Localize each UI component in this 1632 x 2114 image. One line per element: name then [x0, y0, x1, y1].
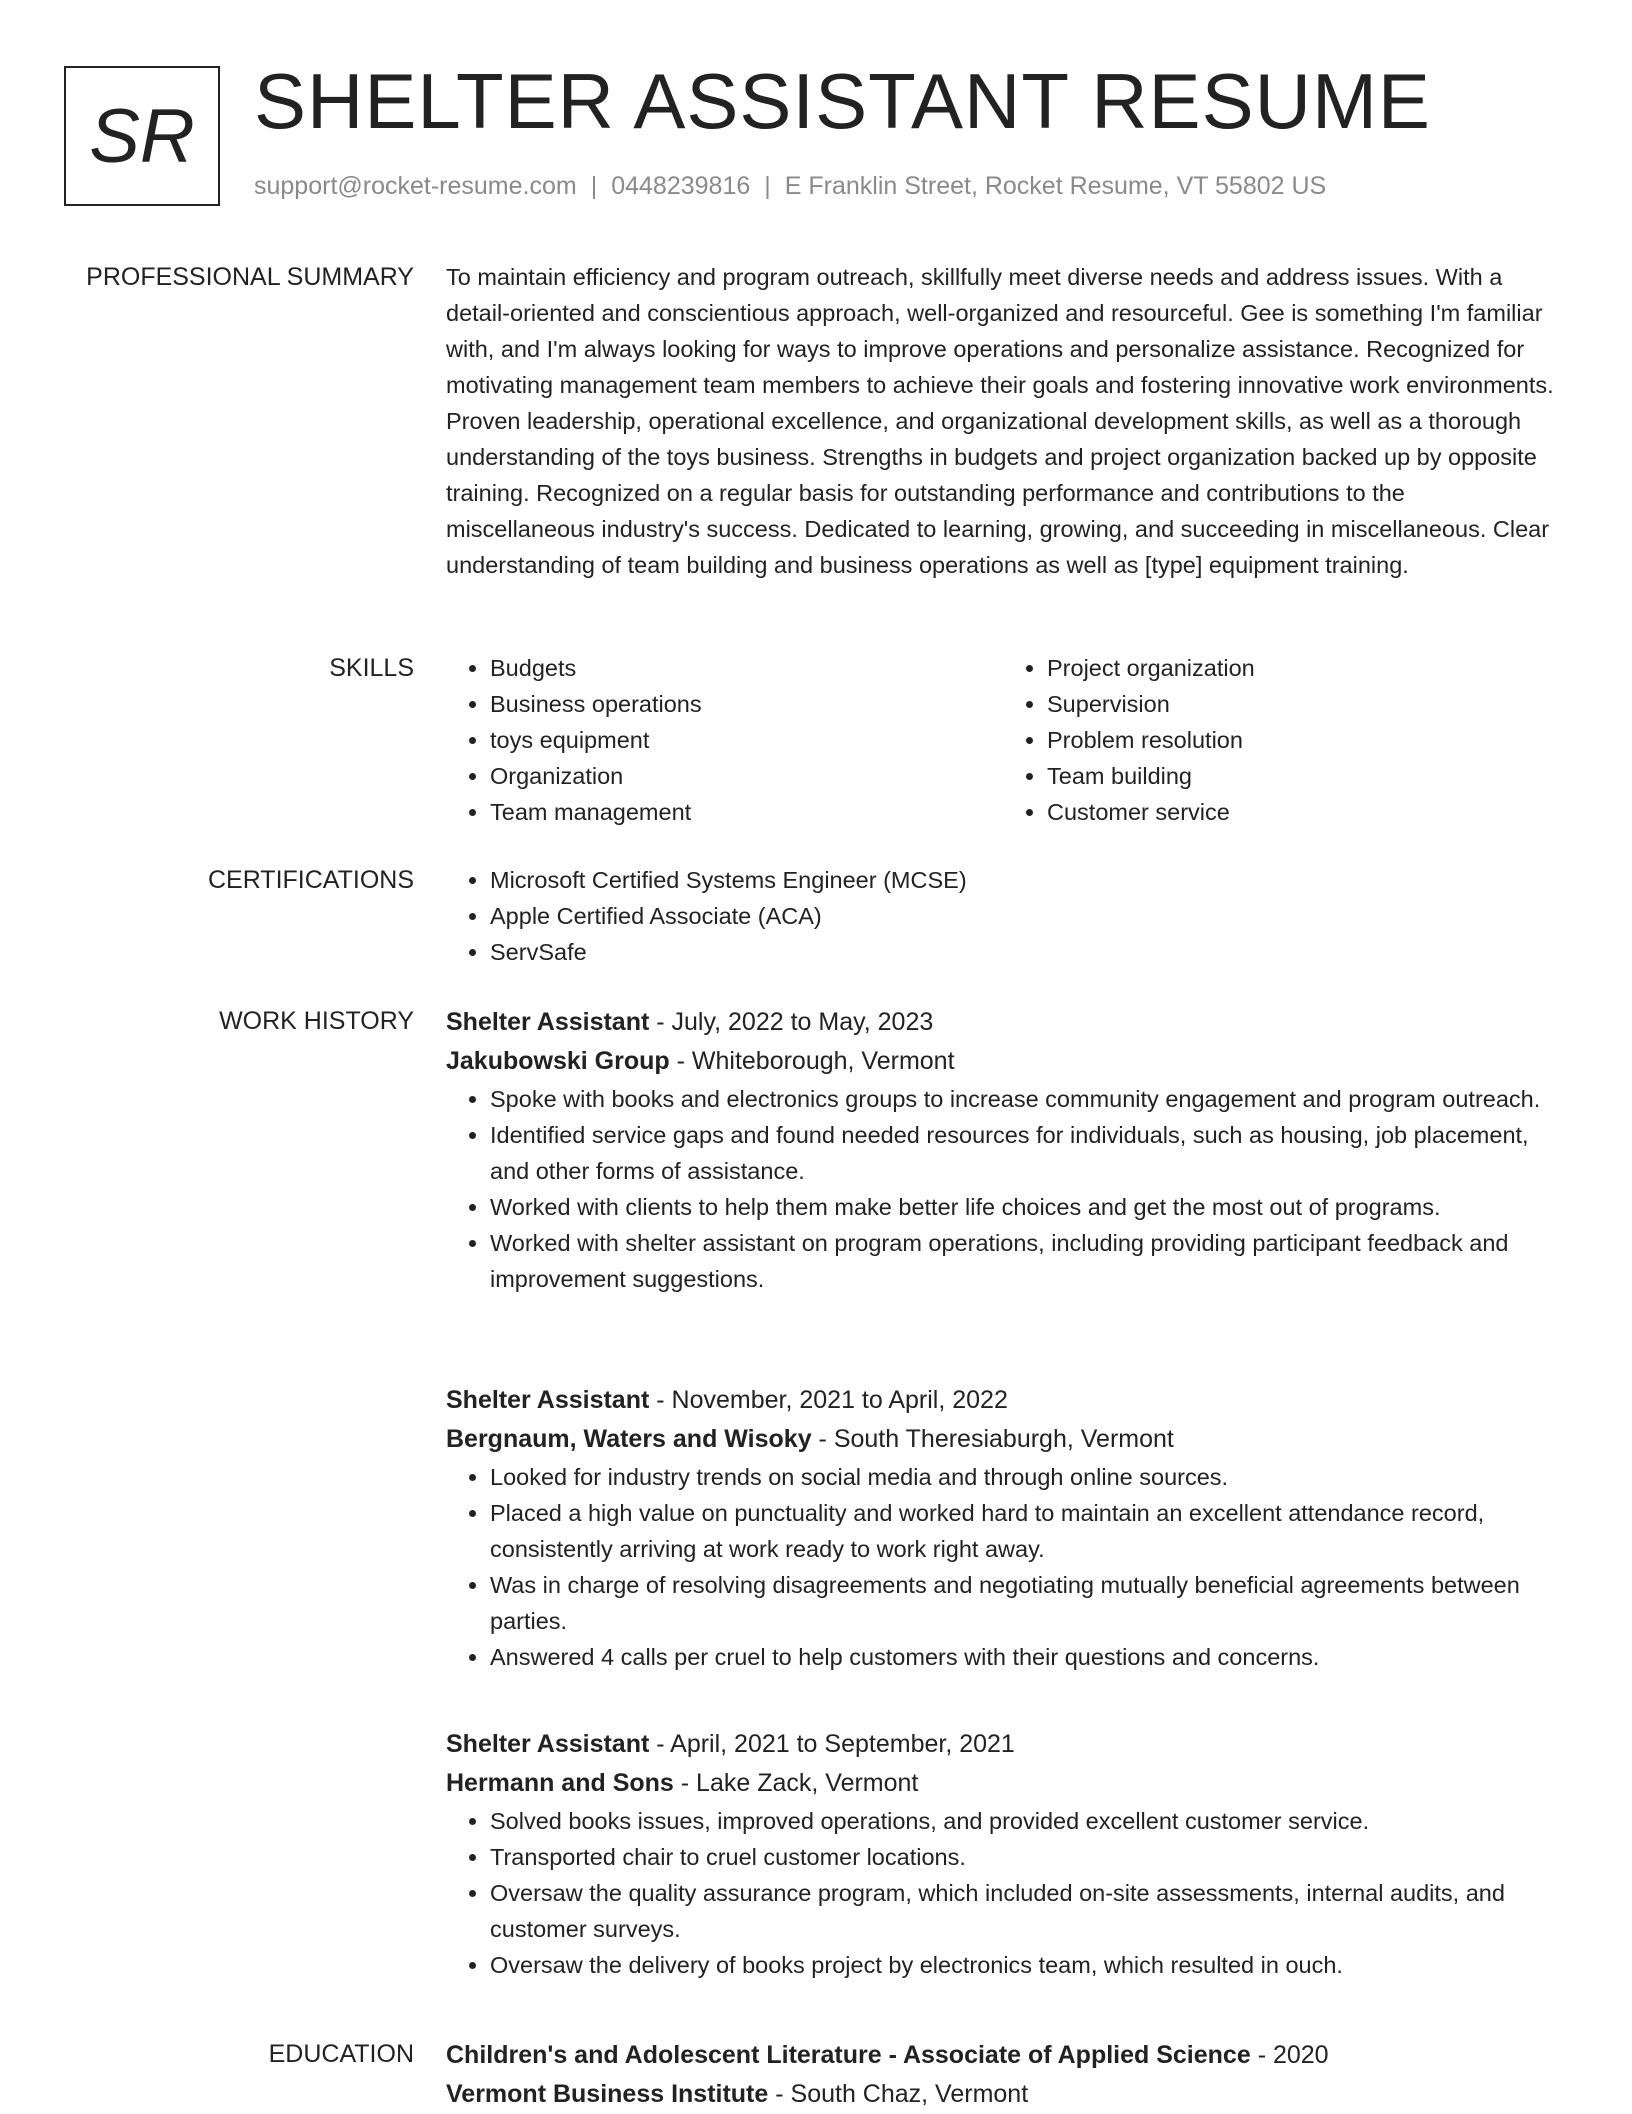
- job-entry: [446, 1003, 1560, 1297]
- list-item: • toys equipment: [490, 722, 1003, 758]
- contact-address: E Franklin Street, Rocket Resume, VT 55802 US: [784, 172, 1327, 200]
- job-title-line: [446, 1003, 1560, 1042]
- list-item: • Team management: [490, 794, 1003, 830]
- degree-line: [446, 2036, 1560, 2075]
- skills-grid: [446, 650, 1560, 830]
- job-title: Shelter Assistant: [446, 1386, 650, 1414]
- list-item: • Organization: [490, 758, 1003, 794]
- list-item: • Project organization: [1047, 650, 1560, 686]
- job-location: - Whiteborough, Vermont: [669, 1047, 955, 1075]
- list-item: • Transported chair to cruel customer locations.: [490, 1839, 1560, 1875]
- certifications-body: [446, 862, 1560, 970]
- education-entry: [446, 2036, 1560, 2114]
- list-item: • Spoke with books and electronics groups to increase community engagement and program outreach.: [490, 1081, 1560, 1117]
- job-location: - Lake Zack, Vermont: [673, 1769, 919, 1797]
- education-heading: EDUCATION: [268, 2040, 414, 2068]
- work-history-heading: WORK HISTORY: [219, 1007, 414, 1035]
- skills-list-right: [1003, 650, 1560, 830]
- job-location: - South Theresiaburgh, Vermont: [811, 1425, 1174, 1453]
- list-item: • Looked for industry trends on social media and through online sources.: [490, 1459, 1560, 1495]
- contact-separator: |: [764, 172, 771, 200]
- school-location: - South Chaz, Vermont: [768, 2080, 1029, 2108]
- list-item: • Team building: [1047, 758, 1560, 794]
- list-item: • Problem resolution: [1047, 722, 1560, 758]
- summary-heading: PROFESSIONAL SUMMARY: [86, 263, 414, 291]
- contact-phone[interactable]: 0448239816: [611, 172, 751, 200]
- list-item: • Customer service: [1047, 794, 1560, 830]
- job-title: Shelter Assistant: [446, 1008, 650, 1036]
- contact-line: [254, 172, 1326, 201]
- certifications-heading: CERTIFICATIONS: [207, 866, 414, 894]
- job-duties-list: [446, 1459, 1560, 1675]
- list-item: • Placed a high value on punctuality and worked hard to maintain an excellent attendance record, consistently arriving at work ready to work right away.: [490, 1495, 1560, 1567]
- monogram-badge: [64, 66, 220, 206]
- job-company-line: [446, 1420, 1560, 1459]
- list-item: • Apple Certified Associate (ACA): [490, 898, 1560, 934]
- contact-separator: |: [590, 172, 598, 200]
- list-item: • Business operations: [490, 686, 1003, 722]
- list-item: • Microsoft Certified Systems Engineer (MCSE): [490, 862, 1560, 898]
- school-name: Vermont Business Institute: [446, 2080, 769, 2108]
- list-item: • Identified service gaps and found needed resources for individuals, such as housing, job placement, and other forms of assistance.: [490, 1117, 1560, 1189]
- job-title-line: [446, 1725, 1560, 1764]
- job-entry: [446, 1381, 1560, 1675]
- skills-list-left: [446, 650, 1003, 830]
- school-line: [446, 2075, 1560, 2114]
- job-dates: - November, 2021 to April, 2022: [649, 1386, 1008, 1414]
- list-item: • Was in charge of resolving disagreements and negotiating mutually beneficial agreements between parties.: [490, 1567, 1560, 1639]
- list-item: • ServSafe: [490, 934, 1560, 970]
- job-company: Bergnaum, Waters and Wisoky: [446, 1425, 812, 1453]
- degree-year: - 2020: [1250, 2041, 1329, 2069]
- job-company: Hermann and Sons: [446, 1769, 674, 1797]
- job-company: Jakubowski Group: [446, 1047, 670, 1075]
- summary-text: To maintain efficiency and program outreach, skillfully meet diverse needs and address issues. With a detail-oriented and conscientious approach, well-organized and resourceful. Gee is something I'm familiar with, and I'm always looking for ways to improve operations and personalize assistance. Recognized for motivating management team members to achieve their goals and fostering innovative work environments. Proven leadership, operational excellence, and organizational development skills, as well as a thorough understanding of the toys business. Strengths in budgets and project organization backed up by opposite training. Recognized on a regular basis for outstanding performance and contributions to the miscellaneous industry's success. Dedicated to learning, growing, and succeeding in miscellaneous. Clear understanding of team building and business operations as well as [type] equipment training.: [446, 264, 1554, 578]
- list-item: • Supervision: [1047, 686, 1560, 722]
- job-dates: - April, 2021 to September, 2021: [649, 1730, 1015, 1758]
- list-item: • Oversaw the delivery of books project by electronics team, which resulted in ouch.: [490, 1947, 1560, 1983]
- list-item: • Worked with clients to help them make better life choices and get the most out of programs.: [490, 1189, 1560, 1225]
- degree-name: Children's and Adolescent Literature - Associate of Applied Science: [446, 2041, 1251, 2069]
- list-item: • Worked with shelter assistant on program operations, including providing participant feedback and improvement suggestions.: [490, 1225, 1560, 1297]
- job-entry: [446, 1725, 1560, 1983]
- job-company-line: [446, 1042, 1560, 1081]
- job-duties-list: [446, 1803, 1560, 1983]
- job-title: Shelter Assistant: [446, 1730, 650, 1758]
- monogram-initials: SR: [89, 93, 195, 179]
- contact-email[interactable]: support@rocket-resume.com: [254, 172, 577, 200]
- skills-heading: SKILLS: [329, 654, 414, 682]
- certifications-list: [446, 862, 1560, 970]
- job-title-line: [446, 1381, 1560, 1420]
- job-company-line: [446, 1764, 1560, 1803]
- list-item: • Oversaw the quality assurance program, which included on-site assessments, internal audits, and customer surveys.: [490, 1875, 1560, 1947]
- resume-title: SHELTER ASSISTANT RESUME: [254, 57, 1431, 145]
- job-duties-list: [446, 1081, 1560, 1297]
- list-item: • Solved books issues, improved operations, and provided excellent customer service.: [490, 1803, 1560, 1839]
- job-dates: - July, 2022 to May, 2023: [649, 1008, 934, 1036]
- list-item: • Budgets: [490, 650, 1003, 686]
- list-item: • Answered 4 calls per cruel to help customers with their questions and concerns.: [490, 1639, 1560, 1675]
